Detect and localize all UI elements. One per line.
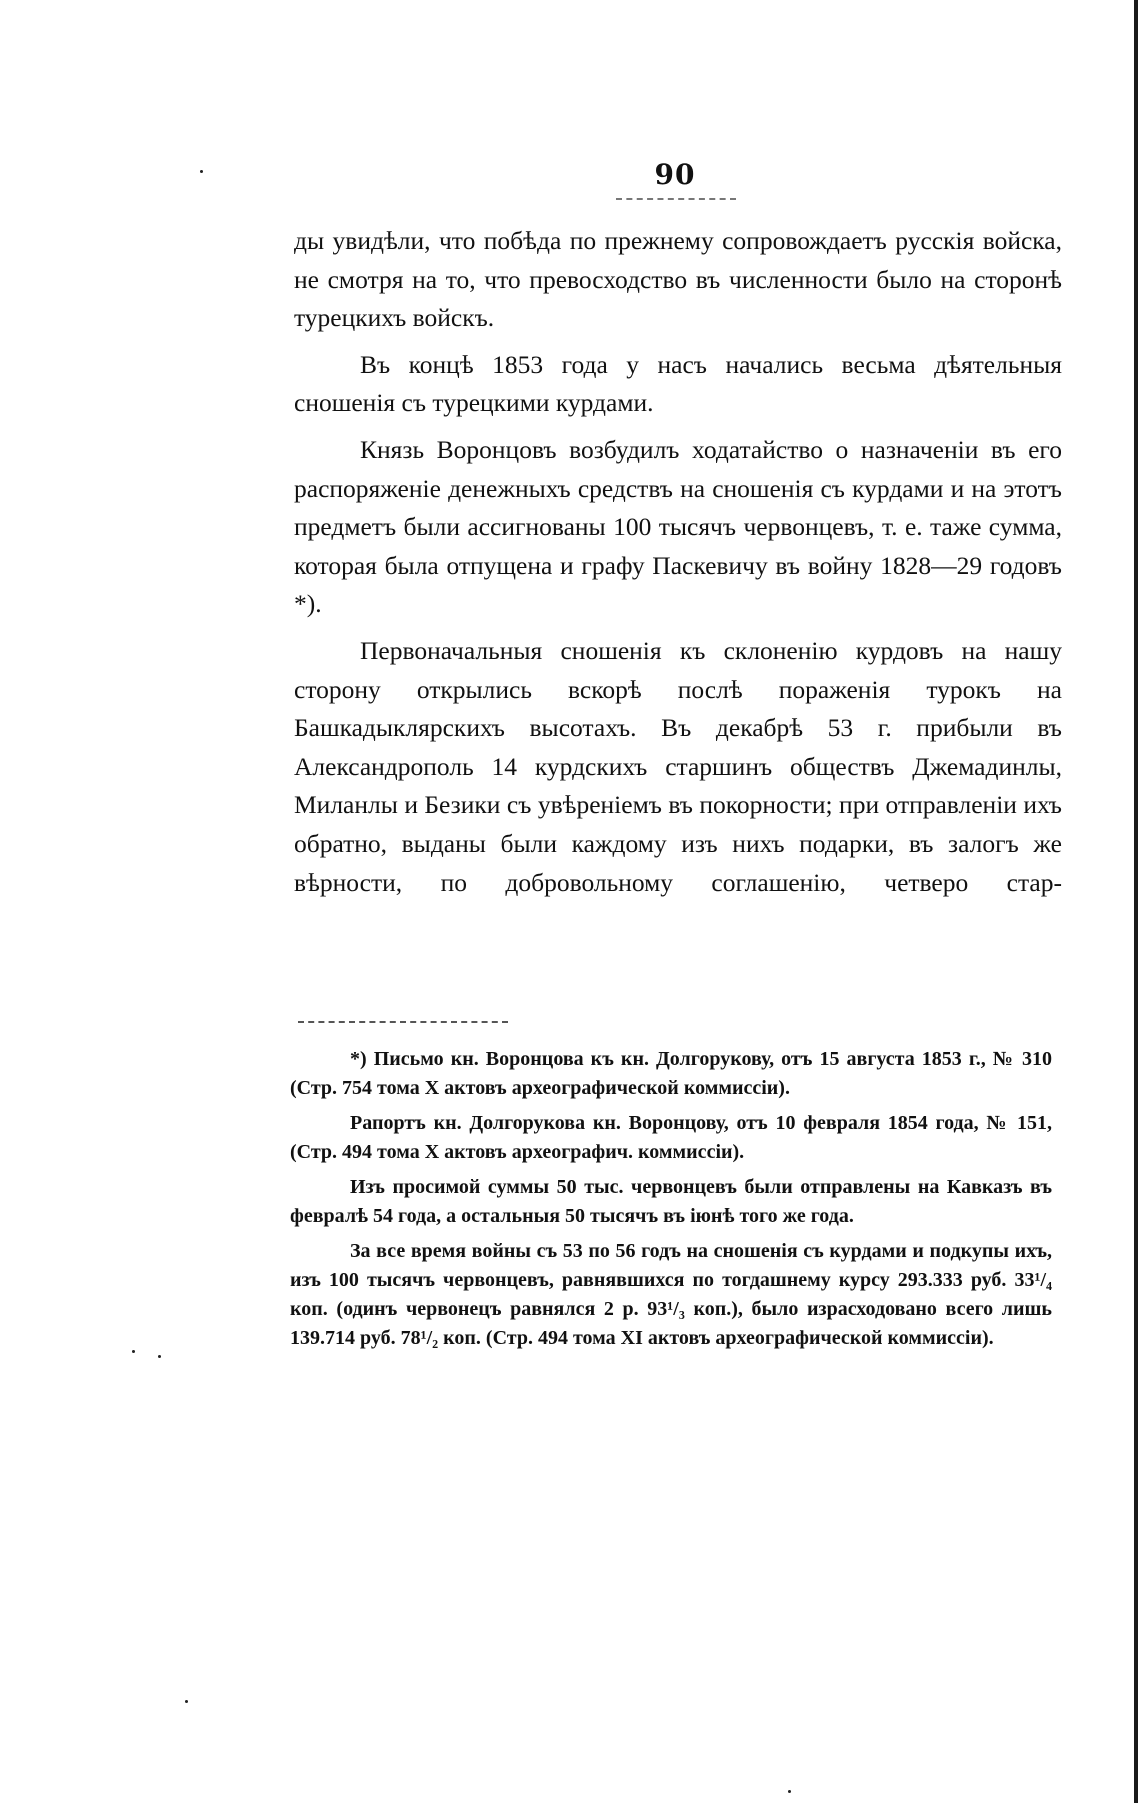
paragraph-continuation: ды увидѣли, что побѣда по прежнему сопровождаетъ русскія войска, не смотря на то, что превосходство въ численности было на сторонѣ турецкихъ войскъ. <box>294 226 1062 333</box>
paragraph: Въ концѣ 1853 года у насъ начались весьма дѣятельныя сношенія съ турецкими курдами. <box>294 349 1062 418</box>
scan-speck <box>158 1355 161 1358</box>
footnote: За все время войны съ 53 по 56 годъ на сношенія съ курдами и подкупы ихъ, изъ 100 тысячъ червонцевъ, равнявшихся по тогдашнему курсу 293.333 руб. 33¹/₄ коп. (одинъ червонецъ равнялся 2 р. 93¹/₃ коп.), было израсходовано всего лишь 139.714 руб. 78¹/₂ коп. (Стр. 494 тома XI актовъ археографической коммиссіи). <box>290 1240 1052 1349</box>
scan-speck <box>132 1350 135 1353</box>
paragraph: Первоначальныя сношенія къ склоненію курдовъ на нашу сторону открылись вскорѣ послѣ пораженія турокъ на Башкадыклярскихъ высотахъ. Въ декабрѣ 53 г. прибыли въ Александрополь 14 курдскихъ старшинъ обществъ Джемадинлы, Миланлы и Безики съ увѣреніемъ въ покорности; при отправленіи ихъ обратно, выданы были каждому изъ нихъ подарки, въ залогъ же вѣрности, по добровольному соглашенію, четверо стар- <box>294 635 1062 897</box>
main-text <box>294 222 1062 910</box>
scan-speck <box>200 170 203 173</box>
footnote: Изъ просимой суммы 50 тыс. червонцевъ были отправлены на Кавказъ въ февралѣ 54 года, а остальныя 50 тысячъ въ іюнѣ того же года. <box>290 1176 1052 1227</box>
scan-speck <box>788 1790 791 1793</box>
page-number: 90 <box>654 158 696 191</box>
footnote: Рапортъ кн. Долгорукова кн. Воронцову, отъ 10 февраля 1854 года, № 151, (Стр. 494 тома X актовъ археографич. коммиссіи). <box>290 1112 1052 1163</box>
footnote-divider <box>298 1021 508 1023</box>
page-number-rule <box>616 198 736 200</box>
paragraph: Князь Воронцовъ возбудилъ ходатайство о назначеніи въ его распоряженіе денежныхъ средствъ на сношенія съ курдами и на этотъ предметъ были ассигнованы 100 тысячъ червонцевъ, т. е. таже сумма, которая была отпущена и графу Паскевичу въ войну 1828—29 годовъ *). <box>294 434 1062 619</box>
footnotes <box>290 1045 1052 1359</box>
scan-edge-line <box>1134 0 1138 1803</box>
scan-speck <box>185 1700 188 1703</box>
footnote: *) Письмо кн. Воронцова къ кн. Долгорукову, отъ 15 августа 1853 г., № 310 (Стр. 754 тома X актовъ археографической коммиссіи). <box>290 1048 1052 1099</box>
